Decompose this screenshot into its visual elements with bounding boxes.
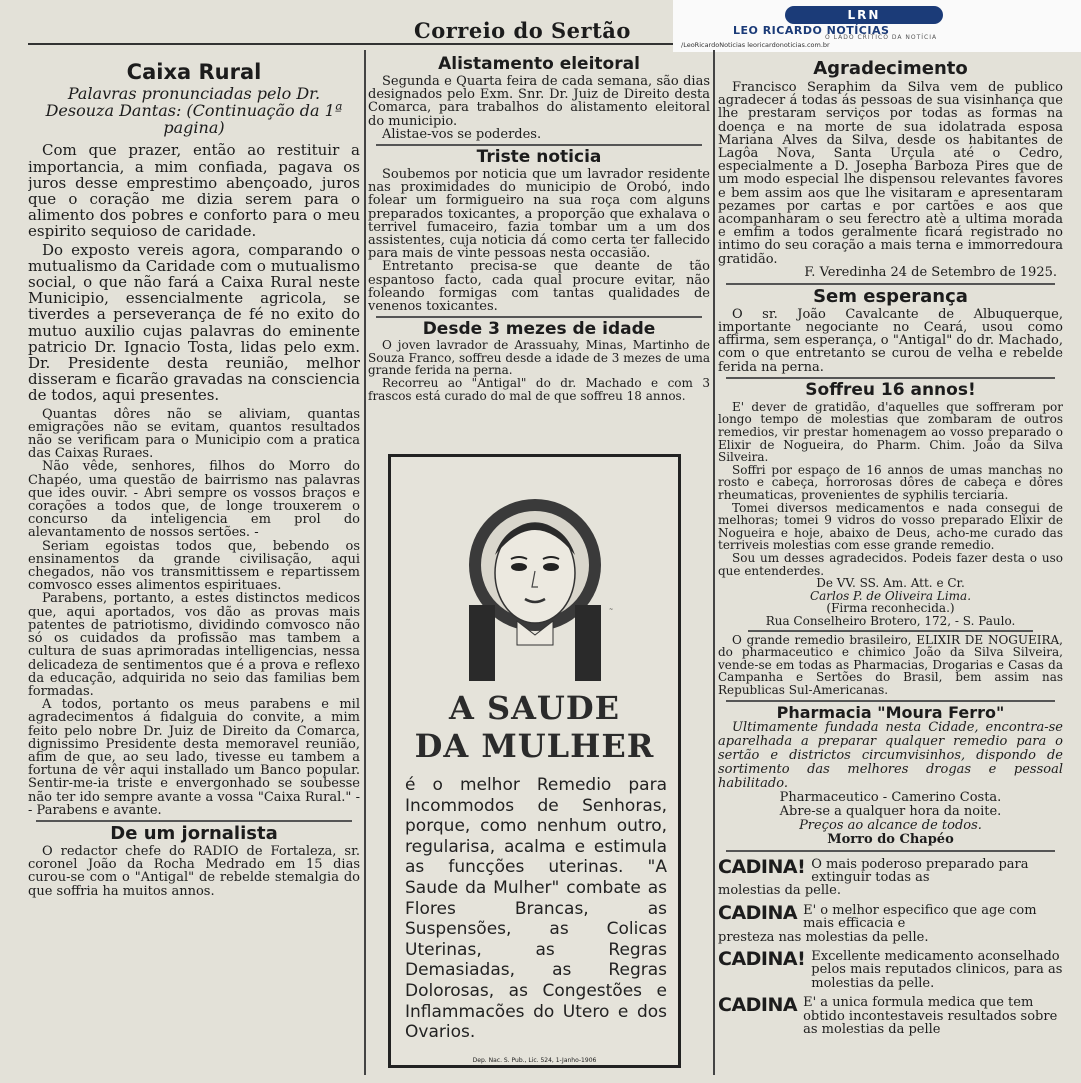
section-divider — [726, 700, 1055, 702]
artist-signature: ~ — [609, 607, 614, 613]
cadina-ad — [718, 901, 1063, 932]
article-title: Sem esperança — [813, 285, 968, 307]
article-paragraph: E' dever de gratidão, d'aquelles que soffreram por longo tempo de molestias que zombaram de outros remedios, vir prestar homenagem ao vosso preparado o Elixir de Nogueira, do Pharm. Chim. João da Silva Silveira. — [718, 399, 1063, 465]
article-paragraph: Soffri por espaço de 16 annos de umas manchas no rosto e cabeça, horrorosas dôres de cabeça e dôres rheumaticas, provenientes de syphilis terciaria. — [718, 462, 1063, 503]
cadina-brand: CADINA — [718, 994, 798, 1017]
cadina-ad — [718, 855, 1063, 885]
section-divider — [376, 316, 702, 318]
cadina-text: O mais poderoso preparado para extinguir todas as — [811, 856, 1029, 885]
article-title: Pharmacia "Moura Ferro" — [776, 702, 1005, 722]
signature-address: Rua Conselheiro Brotero, 172, - S. Paulo. — [765, 613, 1016, 628]
woman-portrait-illustration — [455, 495, 615, 683]
logo-social: /LeoRicardoNoticias leoricardonoticias.com.br — [681, 41, 830, 49]
article-paragraph: Quantas dôres não se aliviam, quantas emigrações não se evitam, quantos resultados não se verificam para o Municipio com a pratica das Caixas Ruraes. — [28, 406, 360, 462]
article-subtitle: Palavras pronunciadas pelo Dr. Desouza Dantas: (Continuação da 1ª pagina) — [45, 84, 343, 137]
column-3 — [718, 50, 1063, 1075]
cadina-text: E' a unica formula medica que tem obtido incontestaveis resultados sobre as molestias da pelle — [803, 995, 1058, 1037]
article-paragraph: Francisco Seraphim da Silva vem de publico agradecer á todas ás pessoas de sua visinhança que lhe prestaram serviços por todas as formas na doença e na morte de sua idolatrada esposa Mariana Alves da Silva, desde os habitantes de Lagôa Nova, Santa Urçula até o Cedro, especialmente a D. Josepha Barboza Pires que de um modo especial lhe dispensou relevantes favores e bem assim aos que lhe visitaram e apresentaram pezames por cartas e por cartões e aos que acompanharam o seu ferectro atè a ultima morada e emfim a todos geralmente ficará registrado no intimo do seu coração a mais terna e immorredoura gratidão. — [718, 80, 1063, 267]
article-paragraph: Tomei diversos medicamentos e nada consegui de melhoras; tomei 9 vidros do vosso preparado Elixir de Nogueira e hoje, abaixo de Deus, acho-me curado das terriveis molestias com esse grande remedio. — [718, 500, 1063, 553]
article-title: Desde 3 mezes de idade — [422, 319, 656, 340]
cadina-tail: molestias da pelle. — [718, 883, 841, 899]
article-title: De um jornalista — [110, 822, 278, 844]
watermark-logo — [673, 0, 1081, 52]
section-divider — [36, 820, 352, 822]
column-divider — [364, 50, 366, 1075]
article-paragraph: Entretanto precisa-se que deante de tão espantoso facto, cada qual procure evitar, não foleando formigas com tantas qualidades de venenos toxicantes. — [368, 259, 710, 315]
cadina-text: E' o melhor especifico que age com mais efficacia e — [803, 902, 1037, 932]
opening-hours: Abre-se a qualquer hora da noite. — [779, 803, 1002, 819]
article-title: Triste noticia — [476, 147, 602, 168]
cadina-brand: CADINA! — [718, 855, 806, 878]
cadina-text: Excellente medicamento aconselhado pelos mais reputados clinicos, para as molestias da pelle. — [811, 948, 1063, 991]
newspaper-title: Correio do Sertão — [414, 18, 631, 43]
logo-badge: LRN — [785, 6, 943, 24]
cadina-brand: CADINA — [718, 901, 798, 924]
signature-note: (Firma reconhecida.) — [826, 601, 955, 616]
article-paragraph: Sou um desses agradecidos. Podeis fazer desta o uso que entenderdes. — [718, 550, 1063, 578]
article-paragraph: O redactor chefe do RADIO de Fortaleza, sr. coronel João da Rocha Medrado em 15 dias curou-se com o "Antigal" de rebelde stemalgia do que soffria ha muitos annos. — [28, 843, 360, 899]
column-divider — [713, 50, 715, 1075]
article-paragraph: Ultimamente fundada nesta Cidade, encontra-se aparelhada a preparar qualquer remedio para o sertão e districtos circumvisinhos, dispondo de sortimento das melhores drogas e pessoal habilitado. — [718, 719, 1063, 791]
advertisement-saude-da-mulher — [388, 454, 681, 1068]
ad-footer: Dep. Nac. S. Pub., Lic. 524, 1-Janho-1906 — [472, 1057, 597, 1064]
article-paragraph: Soubemos por noticia que um lavrador residente nas proximidades do municipio de Orobó, indo folear um formigueiro na sua roça com alguns preparados toxicantes, a proporção que exhalava o terrivel fumaceiro, fazia tombar um a um dos assistentes, cuja noticia dá como certa ter fallecido para mais de vinte pessoas nesta occasião. — [368, 167, 710, 262]
section-divider — [726, 377, 1055, 379]
ad-headline: A SAUDE — [449, 689, 620, 727]
article-paragraph: O sr. João Cavalcante de Albuquerque, importante negociante no Ceará, usou como affirma, sem esperança, o "Antigal" do dr. Machado, com o que entretanto se curou de velha e rebelde ferida na perna. — [718, 306, 1063, 375]
column-2 — [368, 50, 710, 452]
cadina-tail: presteza nas molestias da pelle. — [718, 929, 929, 945]
article-paragraph: Segunda e Quarta feira de cada semana, são dias designados pelo Exm. Snr. Dr. Juiz de Direito desta Comarca, para trabalhos do alistamento eleitoral do municipio. — [368, 74, 710, 129]
article-paragraph: Parabens, portanto, a estes distinctos medicos que, aqui aportados, vos dão as provas mais patentes de patriotismo, dividindo comvosco não só os cuidados da profissão mas tambem a cultura de suas aprimoradas intelligencias, nessa delicadeza de sentimentos que é a prova e reflexo da educação, adquirida no seio das familias bem formadas. — [28, 591, 360, 699]
article-paragraph: Recorreu ao "Antigal" do dr. Machado e com 3 frascos está curado do mal de que soffreu 18 annos. — [368, 376, 710, 403]
article-title: Soffreu 16 annos! — [805, 379, 976, 400]
logo-name: LEO RICARDO NOTÍCIAS — [733, 24, 890, 37]
article-title: Alistamento eleitoral — [438, 54, 640, 74]
signature-name: Carlos P. de Oliveira Lima. — [809, 588, 972, 603]
article-paragraph: Do exposto vereis agora, comparando o mutualismo da Caridade com o mutualismo social, o que não fará a Caixa Rural neste Municipio, essencialmente agricola, se tiverdes a perseverança de fé no exito do mutuo auxilio cujas palavras do eminente patricio Dr. Ignacio Tosta, lidas pelo exm. Dr. Presidente desta reunião, melhor disseram e ficarão gravadas na consciencia de todos, aqui presentes. — [28, 240, 360, 405]
prices-note: Preços ao alcance de todos. — [799, 817, 982, 833]
cadina-brand: CADINA! — [718, 947, 806, 970]
section-divider — [726, 283, 1055, 285]
column-1 — [28, 50, 360, 1075]
ad-headline: DA MULHER — [414, 727, 655, 765]
section-divider — [726, 850, 1055, 852]
article-paragraph: Alistae-vos se poderdes. — [382, 126, 542, 142]
masthead-rule — [28, 43, 678, 45]
article-paragraph: Com que prazer, então ao restituir a importancia, a mim confiada, pagava os juros desse emprestimo abençoado, juros que o coração me dizia serem para o alimento dos pobres e conforto para o meu espirito sequioso de caridade. — [28, 141, 360, 241]
pharmacist-name: Pharmaceutico - Camerino Costa. — [779, 789, 1002, 805]
article-title: Caixa Rural — [126, 60, 262, 84]
cadina-ad — [718, 947, 1063, 991]
cadina-ad — [718, 996, 1063, 1036]
article-paragraph: Não vêde, senhores, filhos do Morro do Chapéo, uma questão de bairrismo nas palavras que ides ouvir. - Abri sempre os vossos braços e corações a todos que, de longe trouxerem o concurso da inteligencia em prol do alevantamento de nossos sertões. - — [28, 459, 360, 541]
section-divider — [376, 144, 702, 146]
article-title: Agradecimento — [813, 58, 968, 79]
article-paragraph: O grande remedio brasileiro, ELIXIR DE NOGUEIRA, do pharmaceutico e chimico João da Silva Silveira, vende-se em todas as Pharmacias, Drogarias e Casas da Campanha e Sertões do Brasil, bem assim nas Republicas Sul-Americanas. — [718, 632, 1063, 697]
article-paragraph: O joven lavrador de Arassuahy, Minas, Martinho de Souza Franco, soffreu desde a idade de 3 mezes de uma grande ferida na perna. — [368, 338, 710, 378]
article-paragraph: Seriam egoistas todos que, bebendo os ensinamentos da grande civilisação, aqui chegados, não vos transmittissem e repartissem comvosco esses alimentos espirituaes. — [28, 538, 360, 594]
signature-line: De VV. SS. Am. Att. e Cr. — [816, 576, 965, 591]
place-name: Morro do Chapéo — [827, 831, 954, 847]
section-divider — [748, 630, 1033, 632]
ad-body: é o melhor Remedio para Incommodos de Senhoras, porque, como nenhum outro, regularisa, acalma e estimula as funcções uterinas. "A Saude da Mulher" combate as Flores Brancas, as Suspensões, as Colicas Uterinas, as Regras Demasiadas, as Regras Dolorosas, as Congestões e Inflammacões do Utero e dos Ovarios. — [405, 775, 667, 1043]
article-paragraph: A todos, portanto os meus parabens e mil agradecimentos á fidalguia do convite, a mim feito pelo nobre Dr. Juiz de Direito da Comarca, dignissimo Presidente desta memoravel reunião, afim de que, ao seu lado, tivesse eu tambem a fortuna de vêr aqui installado um Banco popular. Sentir-me-ia triste e envergonhado se soubesse não ter ido sempre avante a vossa "Caixa Rural." -- Parabens e avante. — [28, 697, 360, 818]
article-date: F. Veredinha 24 de Setembro de 1925. — [804, 264, 1057, 280]
logo-slogan: O LADO CRÍTICO DA NOTÍCIA — [825, 34, 938, 41]
